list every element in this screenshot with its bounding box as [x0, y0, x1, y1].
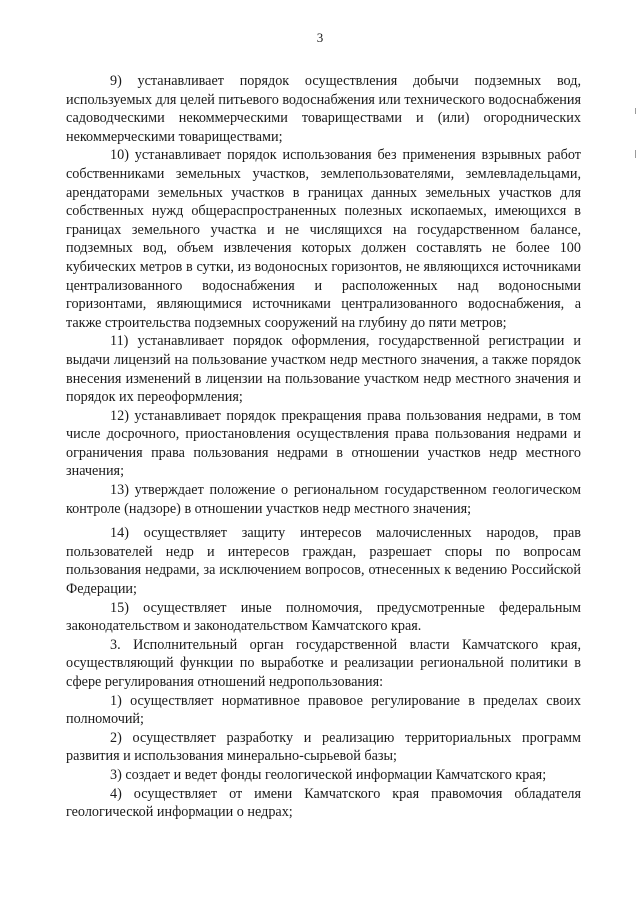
paragraph-subitem-3: 3) создает и ведет фонды геологической информации Камчатского края;	[110, 766, 547, 783]
paragraph-section-3: 3. Исполнительный орган государственной власти Камчатского края, осуществляющий функции по выработке и реализации региональной политики в сфере регулирования отношений недропользования:	[66, 636, 581, 690]
paragraph-item-9: 9) устанавливает порядок осуществления добычи подземных вод, используемых для целей питьевого водоснабжения или технического водоснабжения садоводческими некоммерческими товариществами и (или) огороднических некоммерческими товариществами;	[66, 73, 581, 145]
paragraph-subitem-4: 4) осуществляет от имени Камчатского края правомочия обладателя геологической информации о недрах;	[66, 785, 581, 821]
page-number: 3	[316, 30, 324, 45]
paragraph-item-11: 11) устанавливает порядок оформления, государственной регистрации и выдачи лицензий на пользование участком недр местного значения, а также порядок внесения изменений в лицензии на пользование участком недр местного значения и порядок их переоформления;	[66, 333, 581, 406]
paragraph-item-14: 14) осуществляет защиту интересов малочисленных народов, прав пользователей недр и интересов граждан, разрешает споры по вопросам пользования недрами, за исключением вопросов, отнесенных к ведению Российской Федерации;	[66, 525, 581, 598]
paragraph-item-10: 10) устанавливает порядок использования без применения взрывных работ собственниками земельных участков, землепользователями, землевладельцами, арендаторами земельных участков в границах данных земельных участков для собственных нужд общераспространенных полезных ископаемых, имеющихся в границах земельного участка и не числящихся на государственном балансе, подземных вод, объем извлечения которых должен составлять не более 100 кубических метров в сутки, из водоносных горизонтов, не являющихся источниками централизованного водоснабжения и расположенных над водоносными горизонтами, являющимися источниками централизованного водоснабжения, а также строительства подземных сооружений на глубину до пяти метров;	[66, 147, 581, 331]
paragraph-item-13: 13) утверждает положение о региональном государственном геологическом контроле (надзоре) в отношении участков недр местного значения;	[66, 482, 581, 517]
scan-edge-mark	[635, 108, 636, 114]
paragraph-subitem-1: 1) осуществляет нормативное правовое регулирование в пределах своих полномочий;	[66, 692, 581, 728]
paragraph-item-12: 12) устанавливает порядок прекращения права пользования недрами, в том числе досрочного, приостановления осуществления права пользования недрами и ограничения права пользования недрами в отношении участков недр местного значения;	[66, 407, 581, 480]
paragraph-item-15: 15) осуществляет иные полномочия, предусмотренные федеральным законодательством и законодательством Камчатского края.	[66, 599, 581, 635]
scan-edge-mark	[635, 150, 636, 158]
paragraph-subitem-2: 2) осуществляет разработку и реализацию территориальных программ развития и использования минерально-сырьевой базы;	[66, 729, 581, 765]
document-body	[66, 72, 581, 822]
